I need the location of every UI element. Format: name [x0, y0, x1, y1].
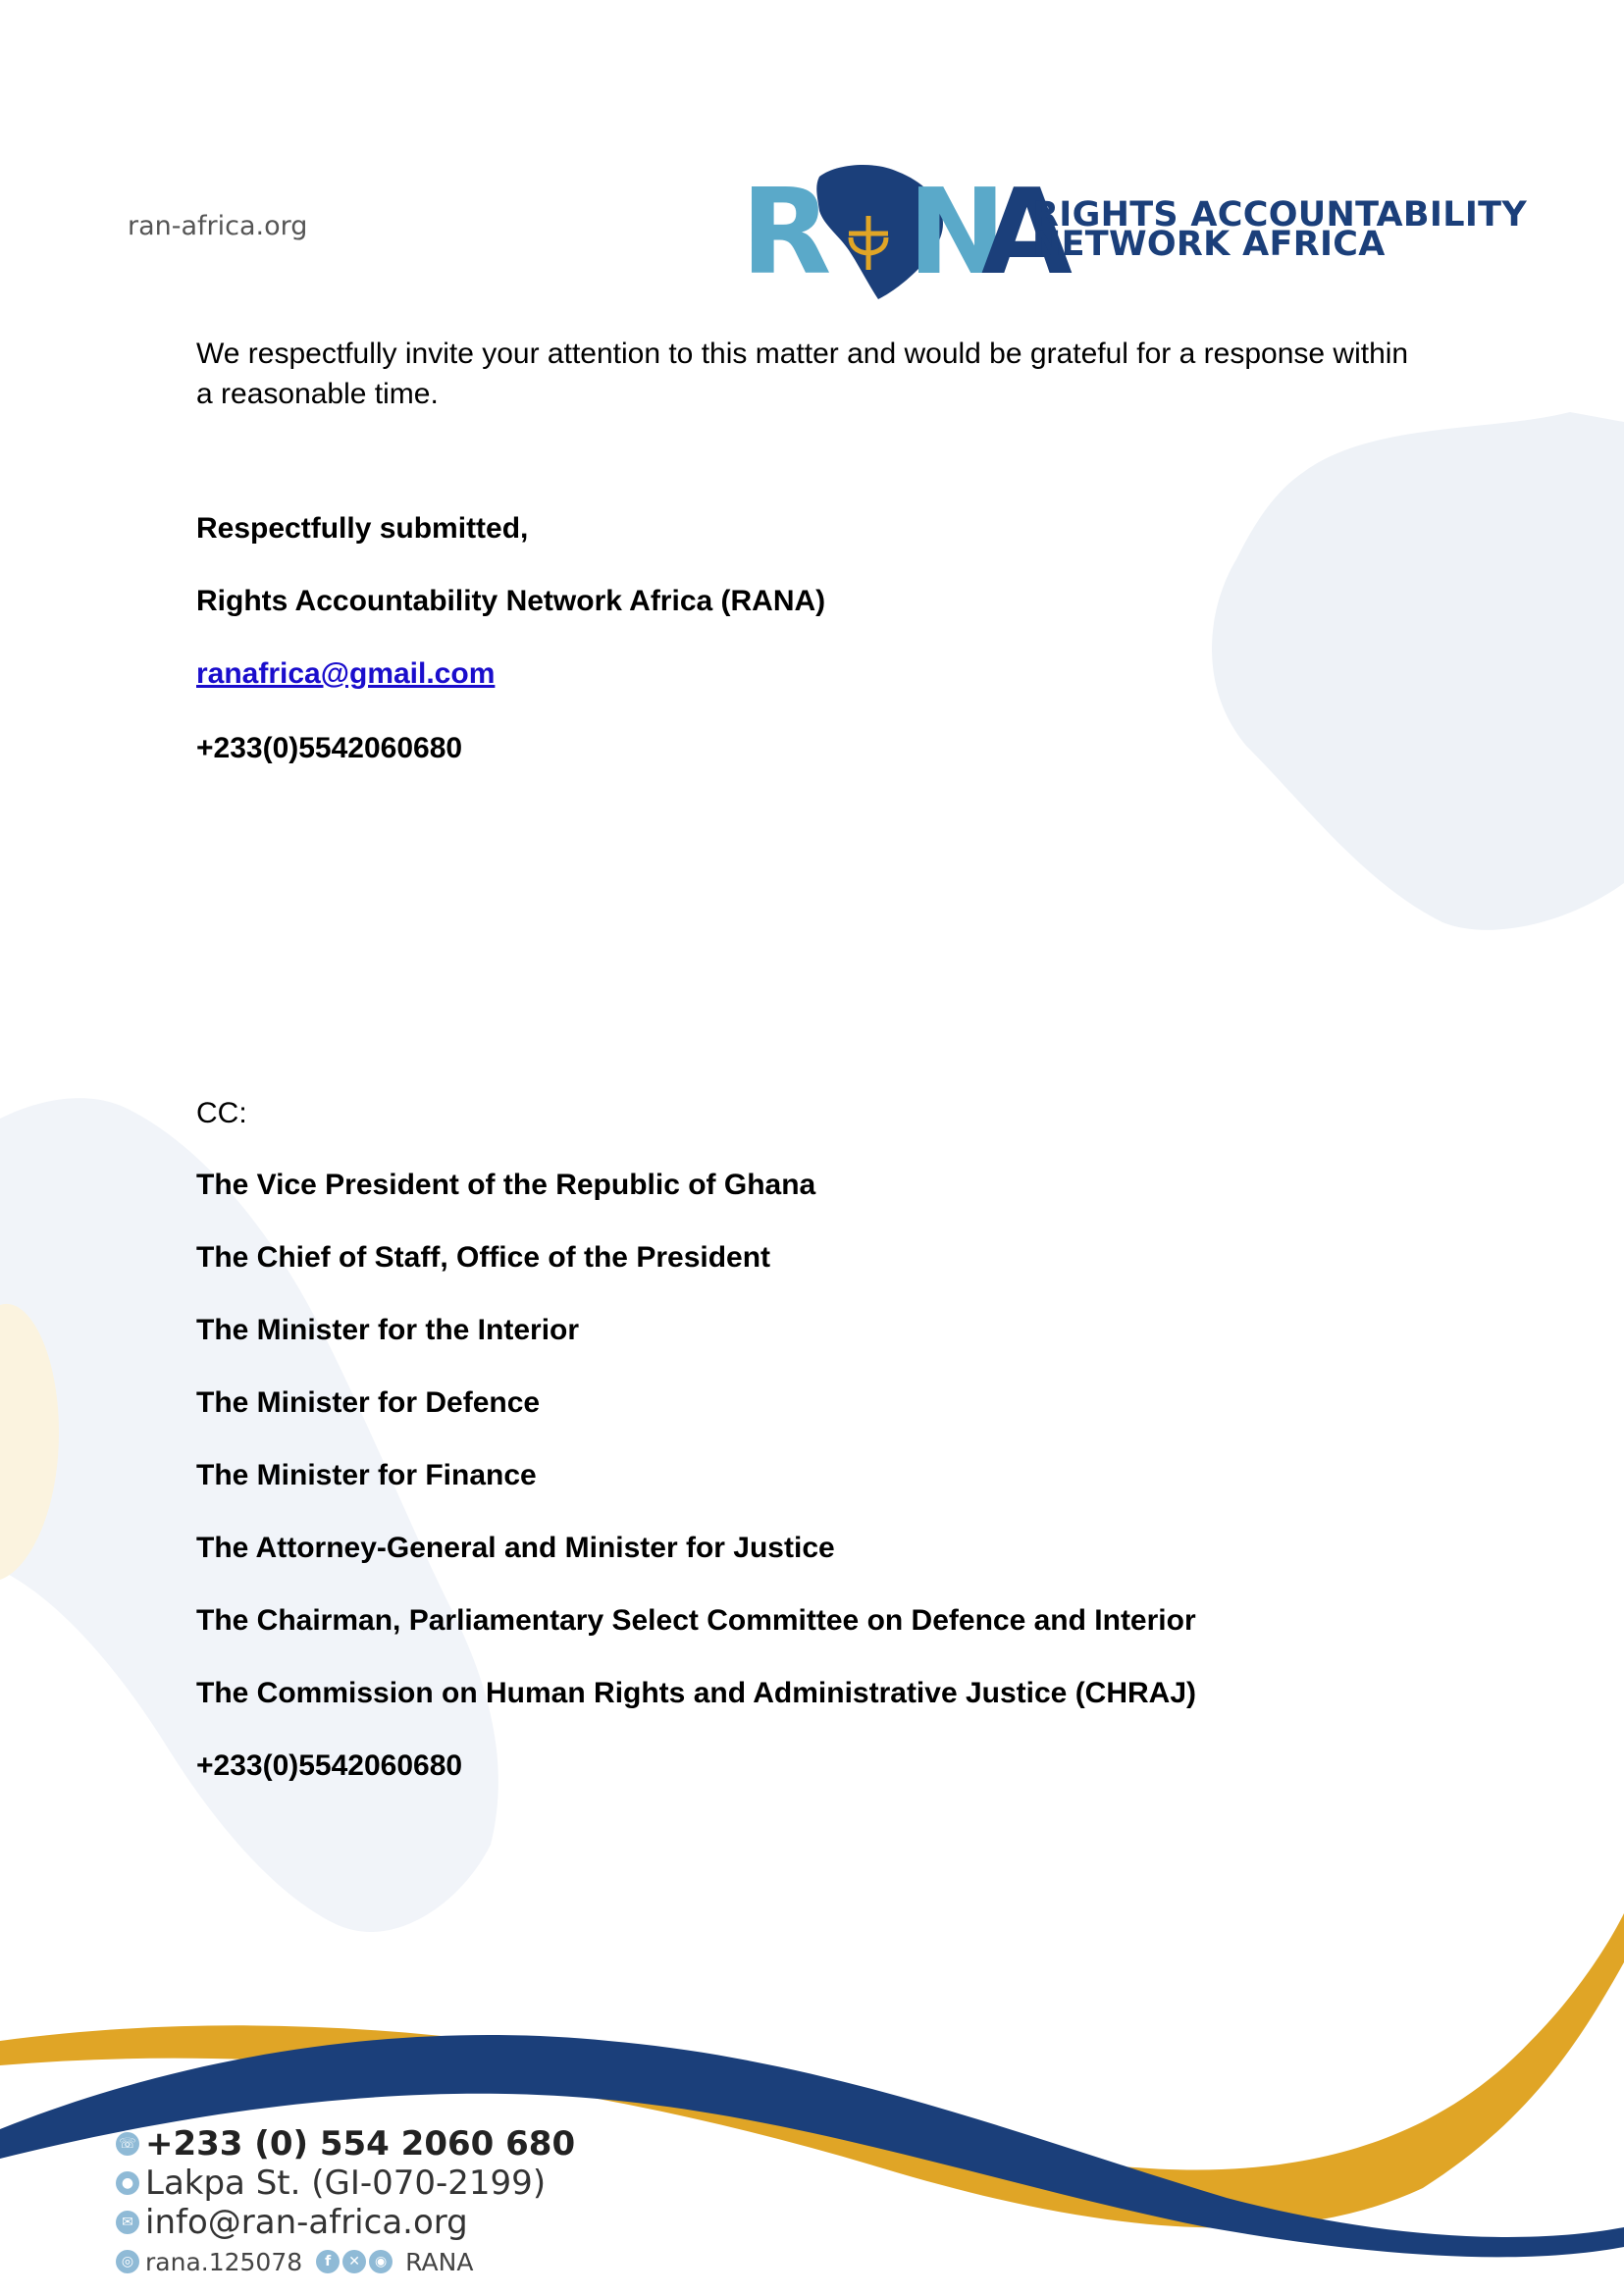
phone-number: +233(0)5542060680 — [196, 732, 463, 764]
footer-phone[interactable]: +233 (0) 554 2060 680 — [145, 2124, 576, 2164]
letter-body — [196, 334, 1472, 1818]
cc-recipient: The Minister for Defence — [196, 1386, 541, 1419]
facebook-icon[interactable]: f — [316, 2250, 340, 2273]
cc-list — [196, 1165, 1472, 1786]
footer-social-row — [116, 2242, 575, 2281]
location-icon: ● — [116, 2171, 139, 2195]
cc-recipient: The Minister for Finance — [196, 1459, 537, 1491]
cc-recipient: The Attorney-General and Minister for Justice — [196, 1532, 835, 1564]
paragraph-line-2: a reasonable time. — [196, 378, 439, 410]
cc-recipient: The Commission on Human Rights and Administrative Justice (CHRAJ) — [196, 1677, 1197, 1709]
social-icons — [316, 2250, 395, 2273]
footer-contact — [116, 2124, 575, 2281]
footer-social-name[interactable]: RANA — [405, 2247, 474, 2276]
logo-line-2: NETWORK AFRICA — [1032, 225, 1386, 264]
logo-letter-a: A — [981, 165, 1073, 299]
mail-icon: ✉ — [116, 2211, 139, 2234]
logo-letter-n: N — [908, 165, 1007, 299]
footer-address: Lakpa St. (GI-070-2199) — [145, 2164, 547, 2203]
footer-phone-row — [116, 2124, 575, 2164]
instagram-icon[interactable]: ◎ — [116, 2250, 139, 2273]
cc-recipient: The Minister for the Interior — [196, 1314, 580, 1346]
phone-icon: ☏ — [116, 2132, 139, 2156]
footer-email[interactable]: info@ran-africa.org — [145, 2203, 468, 2242]
logo-wordmark — [1032, 195, 1527, 264]
closing-salutation: Respectfully submitted, — [196, 512, 529, 545]
cc-recipient: +233(0)5542060680 — [196, 1749, 463, 1782]
cc-recipient: The Vice President of the Republic of Ghana — [196, 1169, 816, 1201]
paragraph-line-1: We respectfully invite your attention to this matter and would be grateful for a response within — [196, 338, 1409, 370]
logo-line-1: RIGHTS ACCOUNTABILITY — [1032, 195, 1527, 235]
site-url[interactable]: ran-africa.org — [128, 211, 308, 241]
footer-email-row — [116, 2203, 575, 2242]
cc-label: CC: — [196, 1097, 247, 1129]
closing-paragraph — [196, 334, 1472, 414]
cc-recipient: The Chief of Staff, Office of the President — [196, 1241, 771, 1274]
cc-recipient: The Chairman, Parliamentary Select Committee on Defence and Interior — [196, 1604, 1196, 1637]
footer-address-row — [116, 2164, 575, 2203]
organization-name: Rights Accountability Network Africa (RANA) — [196, 585, 826, 617]
x-icon[interactable]: ✕ — [342, 2250, 366, 2273]
footer-handle[interactable]: rana.125078 — [145, 2247, 303, 2276]
logo-letter-r: R — [741, 165, 832, 299]
email-link[interactable]: ranafrica@gmail.com — [196, 657, 496, 690]
social-icon[interactable]: ◉ — [369, 2250, 393, 2273]
